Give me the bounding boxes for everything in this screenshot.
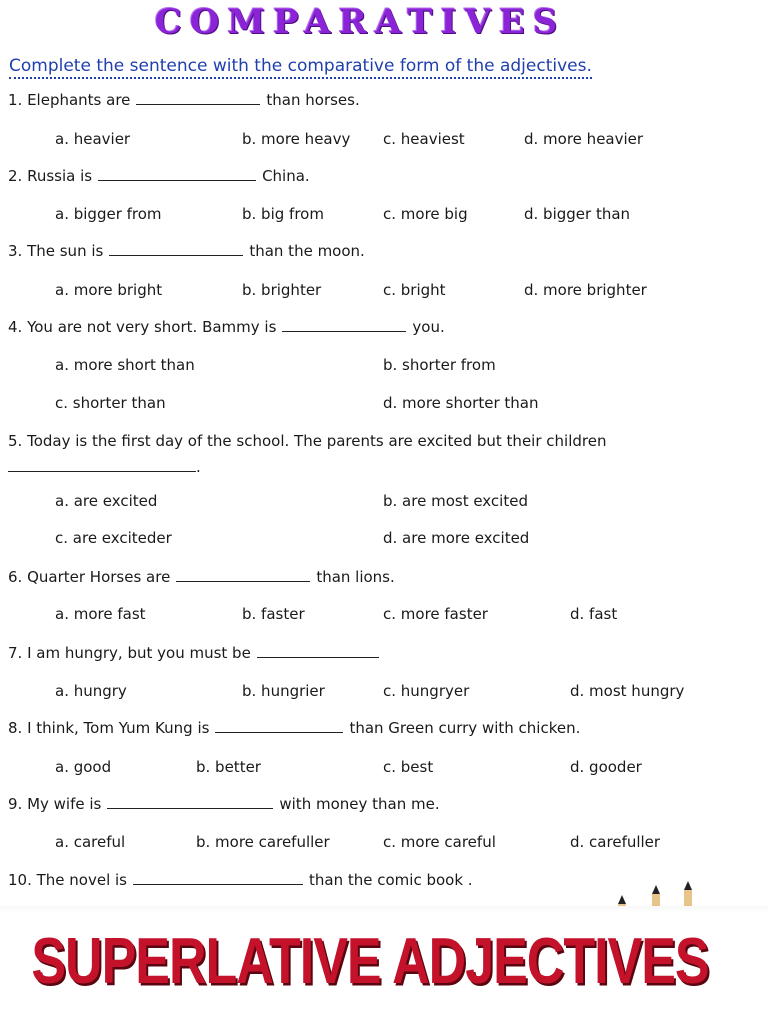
question-text: 4. You are not very short. Bammy is — [8, 318, 277, 336]
option-b[interactable]: b. better — [196, 758, 261, 776]
answer-blank[interactable] — [133, 871, 303, 885]
option-c[interactable]: c. best — [383, 758, 434, 776]
option-d[interactable]: d. more brighter — [524, 281, 647, 299]
answer-blank[interactable] — [176, 568, 310, 582]
question-text: than the moon. — [249, 242, 365, 260]
question-text: 2. Russia is — [8, 167, 93, 185]
pencils-decoration — [600, 876, 710, 908]
question-text: than the comic book . — [309, 871, 473, 889]
section-divider — [0, 906, 768, 912]
option-b[interactable]: b. hungrier — [242, 682, 325, 700]
question-text: 8. I think, Tom Yum Kung is — [8, 719, 210, 737]
answer-blank[interactable] — [109, 242, 243, 256]
option-d[interactable]: d. most hungry — [570, 682, 685, 700]
option-c[interactable]: c. more big — [383, 205, 468, 223]
question-text: 1. Elephants are — [8, 91, 131, 109]
option-c[interactable]: c. heaviest — [383, 130, 465, 148]
option-b[interactable]: b. more carefuller — [196, 833, 330, 851]
question-text: . — [196, 458, 201, 476]
question-6 — [8, 567, 395, 587]
option-b[interactable]: b. faster — [242, 605, 305, 623]
answer-blank[interactable] — [98, 167, 256, 181]
option-c[interactable]: c. more faster — [383, 605, 488, 623]
answer-blank[interactable] — [107, 795, 273, 809]
question-text: 7. I am hungry, but you must be — [8, 644, 251, 662]
option-d[interactable]: d. more heavier — [524, 130, 644, 148]
question-text: than horses. — [266, 91, 360, 109]
question-4 — [8, 317, 445, 337]
question-1 — [8, 90, 360, 110]
question-text: than Green curry with chicken. — [349, 719, 581, 737]
answer-blank[interactable] — [257, 644, 379, 658]
option-b[interactable]: b. shorter from — [383, 356, 496, 374]
option-c[interactable]: c. bright — [383, 281, 446, 299]
question-7 — [8, 643, 385, 663]
question-text: 3. The sun is — [8, 242, 104, 260]
question-3 — [8, 241, 365, 261]
option-a[interactable]: a. careful — [55, 833, 126, 851]
option-d[interactable]: d. are more excited — [383, 529, 530, 547]
question-2 — [8, 166, 310, 186]
option-c[interactable]: c. more careful — [383, 833, 496, 851]
answer-blank[interactable] — [8, 458, 196, 472]
question-text: 10. The novel is — [8, 871, 127, 889]
question-text: than lions. — [316, 568, 395, 586]
question-text: you. — [412, 318, 445, 336]
option-b[interactable]: b. more heavy — [242, 130, 351, 148]
answer-blank[interactable] — [215, 719, 343, 733]
question-9 — [8, 794, 440, 814]
answer-blank[interactable] — [136, 91, 260, 105]
option-a[interactable]: a. more bright — [55, 281, 163, 299]
question-10 — [8, 870, 473, 890]
option-d[interactable]: d. fast — [570, 605, 618, 623]
option-d[interactable]: d. gooder — [570, 758, 642, 776]
question-text: China. — [262, 167, 310, 185]
question-text: 9. My wife is — [8, 795, 102, 813]
pencil-icon — [684, 881, 692, 908]
question-5-continuation — [8, 458, 201, 476]
option-c[interactable]: c. shorter than — [55, 394, 166, 412]
instruction-text: Complete the sentence with the comparative form of the adjectives. — [9, 56, 592, 79]
option-b[interactable]: b. are most excited — [383, 492, 528, 510]
option-a[interactable]: a. bigger from — [55, 205, 162, 223]
option-a[interactable]: a. more fast — [55, 605, 146, 623]
worksheet-title: COMPARATIVES — [154, 2, 566, 42]
option-d[interactable]: d. carefuller — [570, 833, 661, 851]
option-d[interactable]: d. bigger than — [524, 205, 631, 223]
answer-blank[interactable] — [282, 318, 406, 332]
question-text: 5. Today is the first day of the school. The parents are excited but their children — [8, 432, 607, 450]
option-a[interactable]: a. hungry — [55, 682, 127, 700]
option-a[interactable]: a. are excited — [55, 492, 158, 510]
option-c[interactable]: c. are exciteder — [55, 529, 172, 547]
option-a[interactable]: a. good — [55, 758, 112, 776]
option-b[interactable]: b. big from — [242, 205, 324, 223]
superlative-heading: SUPERLATIVE ADJECTIVES — [31, 925, 709, 998]
question-text: 6. Quarter Horses are — [8, 568, 171, 586]
option-b[interactable]: b. brighter — [242, 281, 322, 299]
pencil-icon — [652, 885, 660, 908]
option-d[interactable]: d. more shorter than — [383, 394, 539, 412]
option-a[interactable]: a. heavier — [55, 130, 131, 148]
question-5 — [8, 431, 606, 451]
question-8 — [8, 718, 580, 738]
question-text: with money than me. — [279, 795, 440, 813]
option-a[interactable]: a. more short than — [55, 356, 195, 374]
option-c[interactable]: c. hungryer — [383, 682, 470, 700]
